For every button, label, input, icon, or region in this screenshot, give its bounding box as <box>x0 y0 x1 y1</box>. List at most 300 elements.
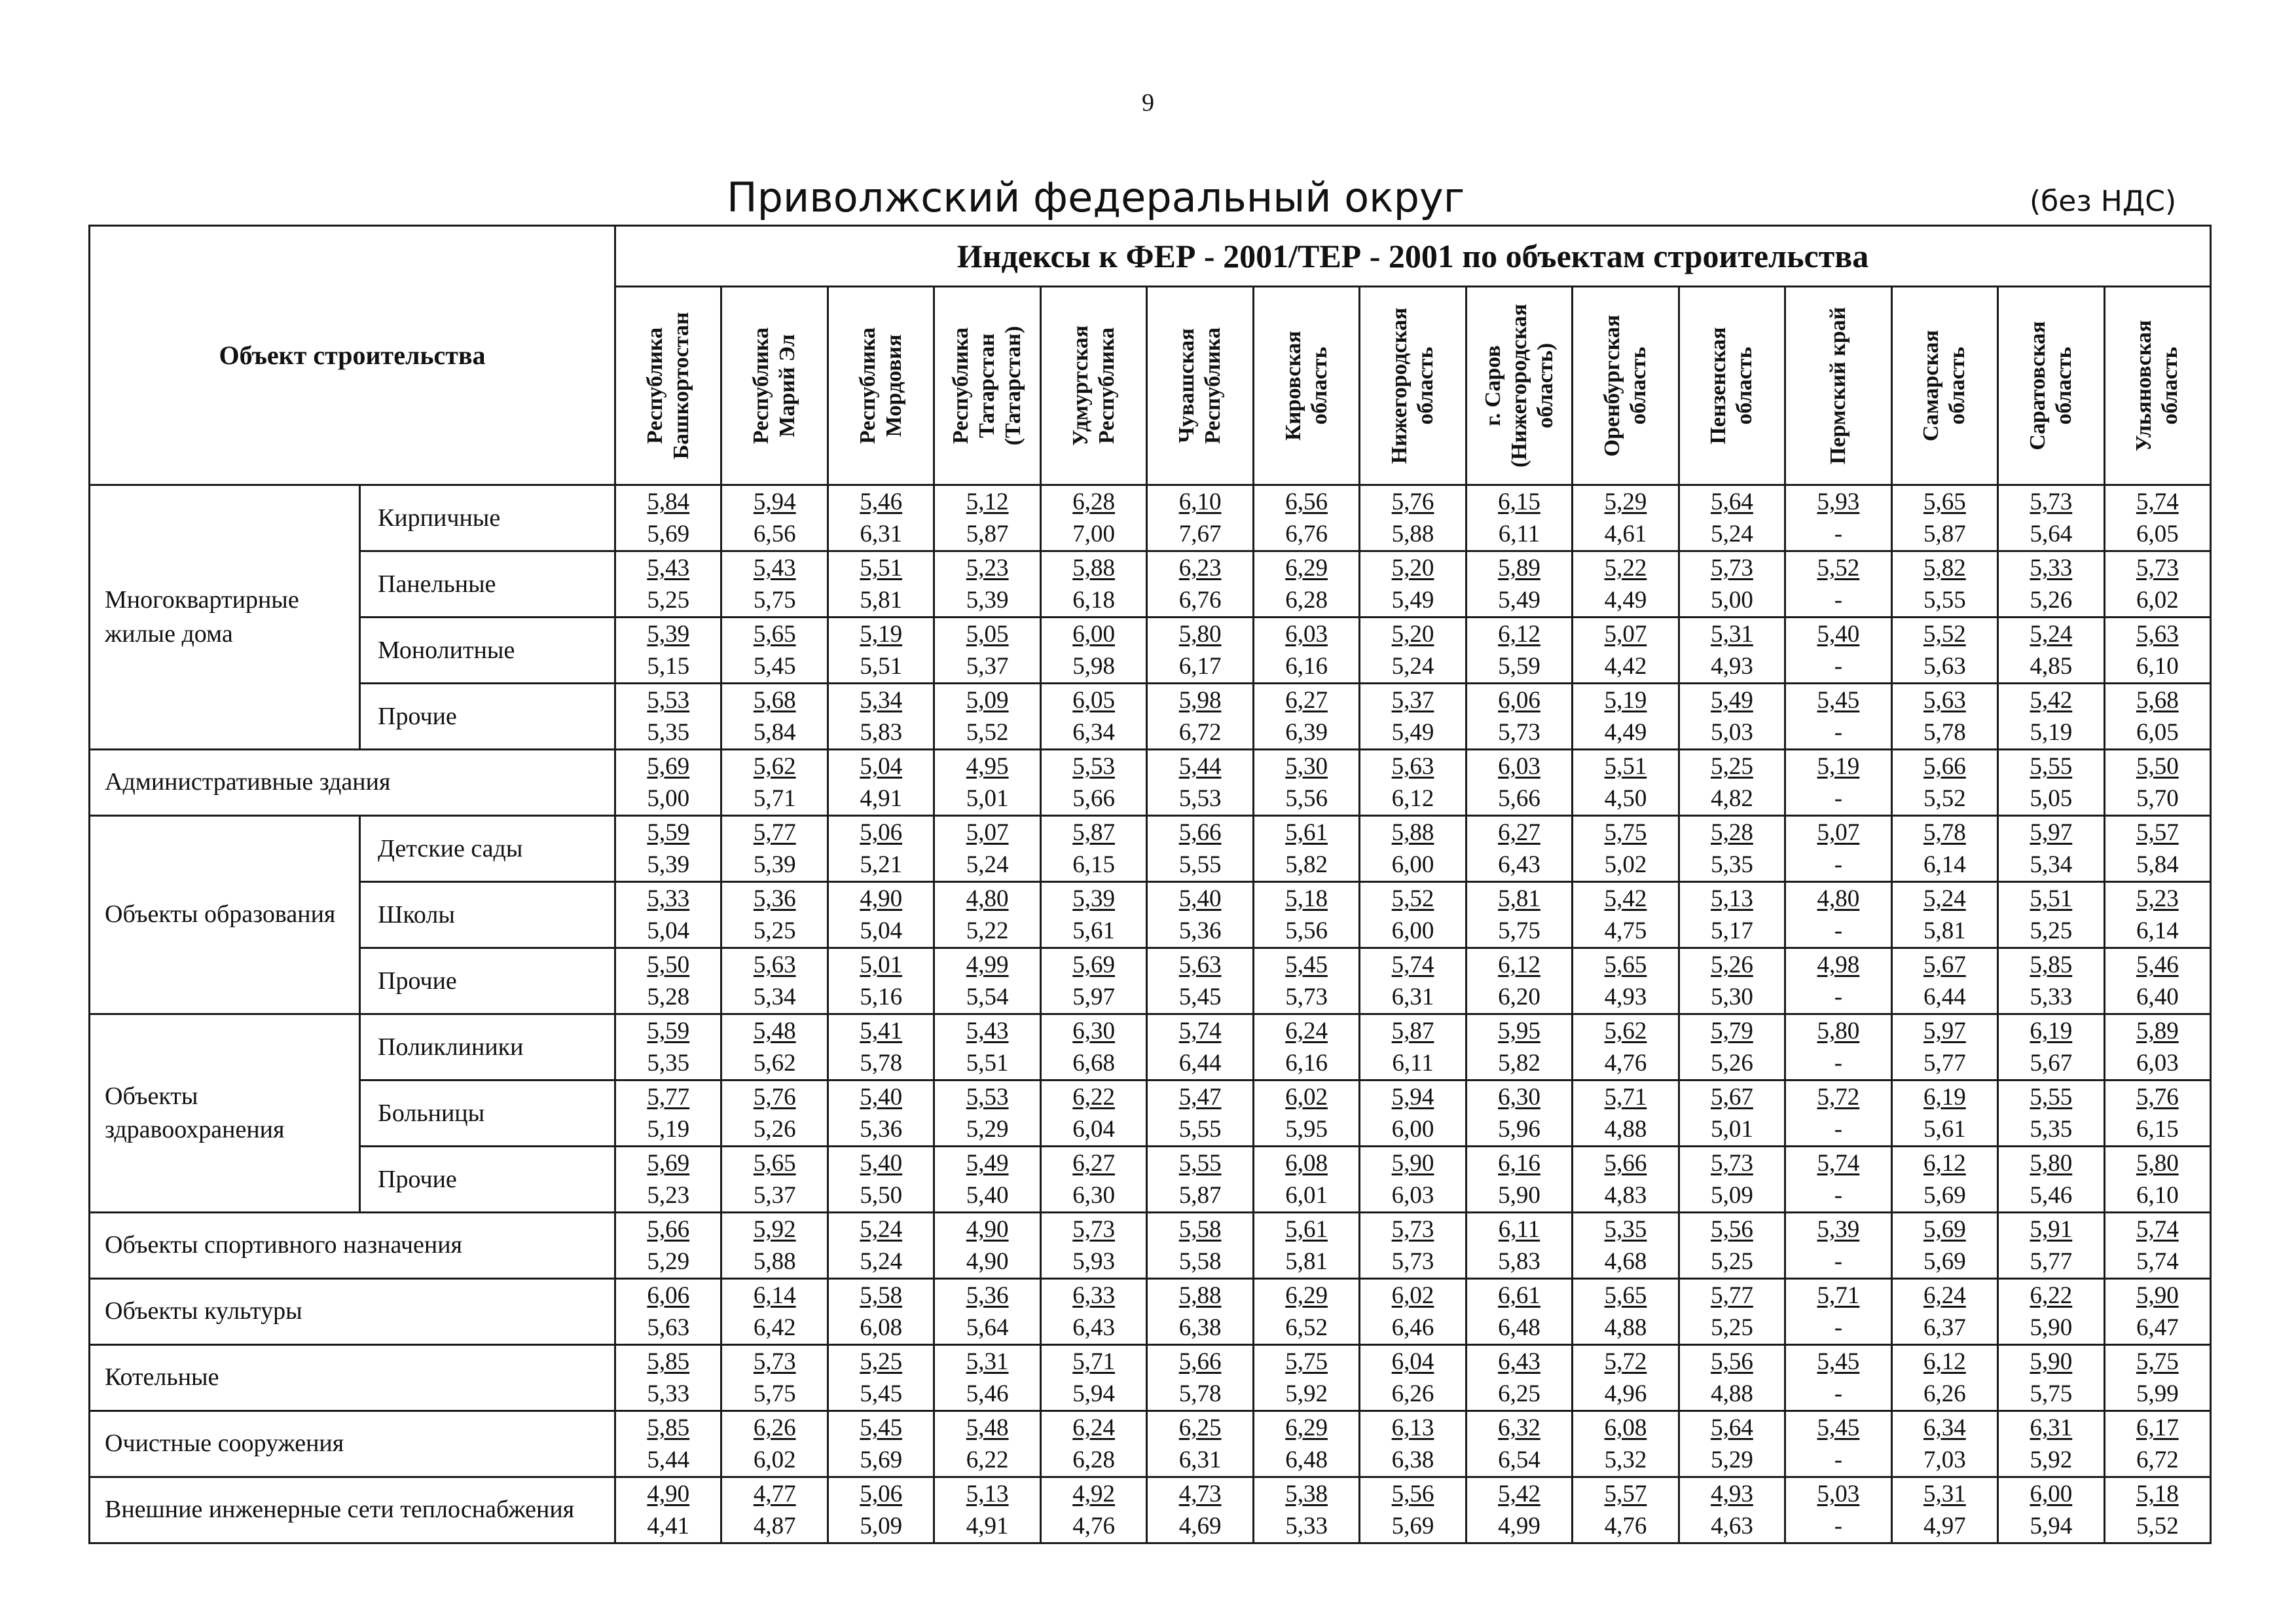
fer-index-value: 5,45 <box>1817 687 1860 714</box>
ter-index-value: 6,11 <box>1498 521 1540 547</box>
ter-index-value: 5,93 <box>1072 1248 1115 1275</box>
fer-index-value: 5,73 <box>2030 489 2073 515</box>
index-cell <box>1891 1147 1997 1213</box>
subcategory-label: Кирпичные <box>360 485 615 551</box>
ter-index-value: 6,43 <box>1498 851 1540 878</box>
fer-index-value: 5,39 <box>1817 1216 1860 1243</box>
fer-index-value: 5,06 <box>860 819 903 846</box>
fer-index-value: 5,71 <box>1817 1282 1860 1309</box>
fer-index-value: 6,30 <box>1498 1084 1540 1111</box>
ter-index-value: 6,25 <box>1498 1380 1540 1407</box>
ter-index-value: 5,73 <box>1498 719 1540 746</box>
ter-index-value: 4,41 <box>647 1513 690 1540</box>
fer-index-value: 6,61 <box>1498 1282 1540 1309</box>
fer-index-value: 6,11 <box>1498 1216 1540 1243</box>
index-cell <box>828 948 934 1014</box>
ter-index-value: 6,26 <box>1391 1380 1434 1407</box>
fer-index-value: 5,62 <box>753 753 796 780</box>
ter-index-value: 6,28 <box>1285 587 1328 614</box>
index-cell <box>1573 1279 1679 1345</box>
ter-index-value: 5,75 <box>753 587 796 614</box>
fer-index-value: 5,82 <box>1923 555 1966 581</box>
fer-index-value: 5,31 <box>1923 1481 1966 1507</box>
fer-index-value: 5,05 <box>966 621 1009 648</box>
ter-index-value: 5,92 <box>1285 1380 1328 1407</box>
fer-index-value: 5,24 <box>2030 621 2073 648</box>
region-header <box>1891 287 1997 485</box>
ter-index-value: 5,30 <box>1711 984 1753 1010</box>
index-cell <box>1679 1411 1785 1477</box>
index-cell <box>1573 618 1679 684</box>
fer-index-value: 5,51 <box>2030 885 2073 912</box>
index-cell <box>1466 1014 1572 1080</box>
ter-index-value: 5,83 <box>860 719 903 746</box>
index-cell <box>1040 618 1146 684</box>
ter-index-value: 6,15 <box>2136 1116 2179 1143</box>
fer-index-value: 5,23 <box>966 555 1009 581</box>
index-cell <box>828 485 934 551</box>
fer-index-value: 5,12 <box>966 489 1009 515</box>
ter-index-value: 6,40 <box>2136 984 2179 1010</box>
index-cell <box>1679 1014 1785 1080</box>
ter-index-value: 5,01 <box>1711 1116 1753 1143</box>
fer-index-value: 5,88 <box>1178 1282 1222 1309</box>
ter-index-value: 5,66 <box>1072 785 1115 812</box>
index-cell <box>721 1345 828 1411</box>
index-cell <box>1147 551 1253 618</box>
ter-index-value: 5,17 <box>1711 917 1753 944</box>
ter-index-value: 6,18 <box>1072 587 1115 614</box>
ter-index-value: 5,61 <box>1923 1116 1966 1143</box>
ter-index-value: 5,23 <box>647 1182 690 1209</box>
index-cell <box>1466 551 1572 618</box>
index-cell <box>721 816 828 882</box>
index-cell <box>1679 1213 1785 1279</box>
index-cell <box>615 816 721 882</box>
fer-index-value: 4,80 <box>1817 885 1860 912</box>
fer-index-value: 5,69 <box>647 753 690 780</box>
fer-index-value: 5,40 <box>1178 885 1222 912</box>
fer-index-value: 5,66 <box>1178 1348 1222 1375</box>
index-cell <box>615 1213 721 1279</box>
index-cell <box>1253 1477 1359 1543</box>
index-cell <box>1253 1345 1359 1411</box>
fer-index-value: 6,22 <box>1072 1084 1115 1111</box>
fer-index-value: 5,04 <box>860 753 903 780</box>
index-cell <box>615 618 721 684</box>
ter-index-value: 6,68 <box>1072 1050 1115 1077</box>
ter-index-value: 4,87 <box>753 1513 796 1540</box>
ter-index-value: - <box>1834 785 1843 812</box>
ter-index-value: 5,29 <box>1711 1447 1753 1473</box>
category-label: Очистные сооружения <box>90 1411 615 1477</box>
table-row <box>90 816 2211 882</box>
fer-index-value: 5,81 <box>1498 885 1540 912</box>
index-cell <box>1679 551 1785 618</box>
fer-index-value: 5,42 <box>1498 1481 1540 1507</box>
region-header <box>1573 287 1679 485</box>
ter-index-value: 4,76 <box>1072 1513 1115 1540</box>
ter-index-value: - <box>1834 719 1843 746</box>
ter-index-value: 5,49 <box>1498 587 1540 614</box>
index-cell <box>2104 1213 2210 1279</box>
ter-index-value: 4,88 <box>1604 1314 1647 1341</box>
ter-index-value: 5,24 <box>966 851 1009 878</box>
fer-index-value: 5,80 <box>2030 1150 2073 1177</box>
index-cell <box>1573 485 1679 551</box>
index-cell <box>1147 1411 1253 1477</box>
index-cell <box>1466 1080 1572 1147</box>
fer-index-value: 5,80 <box>1817 1018 1860 1044</box>
ter-index-value: 6,14 <box>2136 917 2179 944</box>
index-cell <box>1360 1147 1466 1213</box>
ter-index-value: 5,25 <box>1711 1248 1753 1275</box>
fer-index-value: 5,55 <box>2030 1084 2073 1111</box>
ter-index-value: 6,28 <box>1072 1447 1115 1473</box>
fer-index-value: 6,24 <box>1923 1282 1966 1309</box>
fer-index-value: 6,12 <box>1498 621 1540 648</box>
fer-index-value: 6,30 <box>1072 1018 1115 1044</box>
ter-index-value: 6,04 <box>1072 1116 1115 1143</box>
ter-index-value: 6,72 <box>2136 1447 2179 1473</box>
fer-index-value: 6,43 <box>1498 1348 1540 1375</box>
index-cell <box>1360 684 1466 750</box>
fer-index-value: 5,84 <box>647 489 690 515</box>
ter-index-value: 5,36 <box>860 1116 903 1143</box>
fer-index-value: 4,77 <box>753 1481 796 1507</box>
ter-index-value: 6,31 <box>1391 984 1434 1010</box>
index-cell <box>721 1411 828 1477</box>
ter-index-value: 6,26 <box>1923 1380 1966 1407</box>
fer-index-value: 5,38 <box>1285 1481 1328 1507</box>
index-cell <box>615 1279 721 1345</box>
ter-index-value: - <box>1834 521 1843 547</box>
fer-index-value: 5,50 <box>2136 753 2179 780</box>
ter-index-value: 4,91 <box>966 1513 1009 1540</box>
fer-index-value: 6,19 <box>2030 1018 2073 1044</box>
ter-index-value: 5,51 <box>860 653 903 680</box>
fer-index-value: 5,25 <box>860 1348 903 1375</box>
ter-index-value: 5,81 <box>1285 1248 1328 1275</box>
index-cell <box>2104 1279 2210 1345</box>
region-header <box>934 287 1040 485</box>
table-row <box>90 551 2211 618</box>
index-cell <box>1573 1477 1679 1543</box>
index-cell <box>721 1014 828 1080</box>
fer-index-value: 6,10 <box>1178 489 1222 515</box>
fer-index-value: 5,45 <box>860 1414 903 1441</box>
region-name: Самарская область <box>1919 330 1970 441</box>
ter-index-value: 6,56 <box>753 521 796 547</box>
ter-index-value: 5,87 <box>1178 1182 1222 1209</box>
index-cell <box>1040 1014 1146 1080</box>
subcategory-label: Поликлиники <box>360 1014 615 1080</box>
index-cell <box>1147 948 1253 1014</box>
fer-index-value: 5,48 <box>753 1018 796 1044</box>
index-cell <box>1040 816 1146 882</box>
table-row <box>90 1147 2211 1213</box>
fer-index-value: 5,20 <box>1391 621 1434 648</box>
fer-index-value: 5,88 <box>1391 819 1434 846</box>
index-cell <box>934 618 1040 684</box>
fer-index-value: 5,39 <box>1072 885 1115 912</box>
index-cell <box>615 750 721 816</box>
ter-index-value: 4,85 <box>2030 653 2073 680</box>
fer-index-value: 5,67 <box>1923 951 1966 978</box>
index-cell <box>1785 1411 1891 1477</box>
index-cell <box>828 1213 934 1279</box>
fer-index-value: 5,90 <box>1391 1150 1434 1177</box>
index-cell <box>1679 1279 1785 1345</box>
fer-index-value: 4,98 <box>1817 951 1860 978</box>
fer-index-value: 5,19 <box>860 621 903 648</box>
fer-index-value: 5,45 <box>1285 951 1328 978</box>
page-title: Приволжский федеральный округ <box>727 174 1465 221</box>
ter-index-value: 6,14 <box>1923 851 1966 878</box>
ter-index-value: 5,75 <box>1498 917 1540 944</box>
ter-index-value: 5,75 <box>753 1380 796 1407</box>
fer-index-value: 5,64 <box>1711 489 1753 515</box>
index-cell <box>1253 750 1359 816</box>
index-cell <box>615 948 721 1014</box>
ter-index-value: 6,76 <box>1178 587 1222 614</box>
ter-index-value: 5,58 <box>1178 1248 1222 1275</box>
ter-index-value: 5,37 <box>753 1182 796 1209</box>
ter-index-value: 6,03 <box>2136 1050 2179 1077</box>
fer-index-value: 5,57 <box>1604 1481 1647 1507</box>
fer-index-value: 5,53 <box>1072 753 1115 780</box>
index-cell <box>1998 882 2104 948</box>
ter-index-value: 5,33 <box>647 1380 690 1407</box>
index-cell <box>934 485 1040 551</box>
ter-index-value: 6,42 <box>753 1314 796 1341</box>
index-cell <box>1040 684 1146 750</box>
index-cell <box>2104 485 2210 551</box>
fer-index-value: 5,78 <box>1923 819 1966 846</box>
fer-index-value: 5,13 <box>966 1481 1009 1507</box>
index-cell <box>1573 948 1679 1014</box>
fer-index-value: 5,85 <box>647 1414 690 1441</box>
fer-index-value: 6,00 <box>1072 621 1115 648</box>
ter-index-value: 6,22 <box>966 1447 1009 1473</box>
fer-index-value: 5,73 <box>1711 555 1753 581</box>
index-cell <box>1147 1080 1253 1147</box>
index-cell <box>1573 750 1679 816</box>
ter-index-value: 4,61 <box>1604 521 1647 547</box>
ter-index-value: 5,45 <box>753 653 796 680</box>
fer-index-value: 5,73 <box>2136 555 2179 581</box>
category-label: Объекты здравоохранения <box>90 1014 360 1213</box>
index-cell <box>2104 684 2210 750</box>
region-name: Пензенская область <box>1706 327 1757 445</box>
ter-index-value: 5,25 <box>753 917 796 944</box>
index-cell <box>1040 1279 1146 1345</box>
index-cell <box>1040 1411 1146 1477</box>
fer-index-value: 4,90 <box>860 885 903 912</box>
fer-index-value: 5,71 <box>1072 1348 1115 1375</box>
index-cell <box>934 1411 1040 1477</box>
region-name: Ульяновская область <box>2132 320 2183 452</box>
index-cell <box>1679 1147 1785 1213</box>
index-cell <box>828 1014 934 1080</box>
index-cell <box>1147 882 1253 948</box>
fer-index-value: 5,66 <box>1178 819 1222 846</box>
index-cell <box>1679 1477 1785 1543</box>
fer-index-value: 5,55 <box>1178 1150 1222 1177</box>
index-cell <box>721 1477 828 1543</box>
index-cell <box>1147 1147 1253 1213</box>
fer-index-value: 5,67 <box>1711 1084 1753 1111</box>
index-cell <box>2104 1477 2210 1543</box>
fer-index-value: 5,77 <box>1711 1282 1753 1309</box>
index-cell <box>1573 1080 1679 1147</box>
table-row <box>90 948 2211 1014</box>
page-number: 9 <box>1142 89 1154 117</box>
fer-index-value: 5,76 <box>2136 1084 2179 1111</box>
ter-index-value: 4,82 <box>1711 785 1753 812</box>
index-cell <box>1360 485 1466 551</box>
index-cell <box>1998 684 2104 750</box>
ter-index-value: 6,05 <box>2136 719 2179 746</box>
ter-index-value: 5,35 <box>2030 1116 2073 1143</box>
ter-index-value: 6,08 <box>860 1314 903 1341</box>
index-cell <box>1891 882 1997 948</box>
ter-index-value: 5,52 <box>2136 1513 2179 1540</box>
index-cell <box>1785 1014 1891 1080</box>
index-cell <box>1891 1080 1997 1147</box>
ter-index-value: 5,29 <box>966 1116 1009 1143</box>
fer-index-value: 5,24 <box>860 1216 903 1243</box>
index-cell <box>934 1213 1040 1279</box>
index-cell <box>1253 551 1359 618</box>
index-cell <box>1253 1147 1359 1213</box>
fer-index-value: 5,01 <box>860 951 903 978</box>
ter-index-value: 4,90 <box>966 1248 1009 1275</box>
index-cell <box>1466 1411 1572 1477</box>
ter-index-value: 5,78 <box>1178 1380 1222 1407</box>
fer-index-value: 5,07 <box>966 819 1009 846</box>
subcategory-label: Панельные <box>360 551 615 618</box>
index-cell <box>1040 1080 1146 1147</box>
fer-index-value: 6,08 <box>1604 1414 1647 1441</box>
fer-index-value: 5,46 <box>860 489 903 515</box>
ter-index-value: 5,82 <box>1498 1050 1540 1077</box>
index-cell <box>1891 1213 1997 1279</box>
index-cell <box>1679 485 1785 551</box>
index-cell <box>1573 1147 1679 1213</box>
ter-index-value: 5,74 <box>2136 1248 2179 1275</box>
region-header <box>1253 287 1359 485</box>
ter-index-value: 5,36 <box>1178 917 1222 944</box>
ter-index-value: 4,99 <box>1498 1513 1540 1540</box>
ter-index-value: 5,34 <box>753 984 796 1010</box>
object-header: Объект строительства <box>90 226 615 485</box>
ter-index-value: 5,83 <box>1498 1248 1540 1275</box>
fer-index-value: 5,43 <box>966 1018 1009 1044</box>
fer-index-value: 5,80 <box>2136 1150 2179 1177</box>
fer-index-value: 4,95 <box>966 753 1009 780</box>
ter-index-value: 6,31 <box>1178 1447 1222 1473</box>
ter-index-value: 5,35 <box>647 1050 690 1077</box>
fer-index-value: 5,52 <box>1923 621 1966 648</box>
ter-index-value: 5,55 <box>1178 851 1222 878</box>
ter-index-value: 5,77 <box>1923 1050 1966 1077</box>
index-cell <box>615 1345 721 1411</box>
index-cell <box>1785 618 1891 684</box>
fer-index-value: 6,22 <box>2030 1282 2073 1309</box>
indices-table <box>88 225 2212 1544</box>
category-label: Объекты спортивного назначения <box>90 1213 615 1279</box>
index-cell <box>934 551 1040 618</box>
index-cell <box>1040 1147 1146 1213</box>
fer-index-value: 6,06 <box>647 1282 690 1309</box>
fer-index-value: 5,69 <box>1072 951 1115 978</box>
ter-index-value: 4,50 <box>1604 785 1647 812</box>
fer-index-value: 5,39 <box>647 621 690 648</box>
index-cell <box>1466 1279 1572 1345</box>
ter-index-value: 5,90 <box>1498 1182 1540 1209</box>
fer-index-value: 5,09 <box>966 687 1009 714</box>
fer-index-value: 5,36 <box>966 1282 1009 1309</box>
index-cell <box>1466 1477 1572 1543</box>
ter-index-value: 5,52 <box>966 719 1009 746</box>
index-cell <box>721 1080 828 1147</box>
index-cell <box>1360 1213 1466 1279</box>
ter-index-value: 5,52 <box>1923 785 1966 812</box>
fer-index-value: 5,51 <box>860 555 903 581</box>
fer-index-value: 5,30 <box>1285 753 1328 780</box>
fer-index-value: 6,29 <box>1285 1282 1328 1309</box>
ter-index-value: 5,78 <box>860 1050 903 1077</box>
index-cell <box>721 551 828 618</box>
index-cell <box>721 948 828 1014</box>
ter-index-value: 5,81 <box>1923 917 1966 944</box>
fer-index-value: 5,56 <box>1711 1348 1753 1375</box>
fer-index-value: 5,88 <box>1072 555 1115 581</box>
index-cell <box>1466 948 1572 1014</box>
fer-index-value: 5,63 <box>753 951 796 978</box>
index-cell <box>1785 1279 1891 1345</box>
fer-index-value: 6,32 <box>1498 1414 1540 1441</box>
fer-index-value: 5,79 <box>1711 1018 1753 1044</box>
fer-index-value: 6,33 <box>1072 1282 1115 1309</box>
ter-index-value: 4,69 <box>1178 1513 1222 1540</box>
fer-index-value: 6,29 <box>1285 555 1328 581</box>
index-cell <box>1891 618 1997 684</box>
ter-index-value: 5,81 <box>860 587 903 614</box>
index-cell <box>934 750 1040 816</box>
fer-index-value: 5,74 <box>1178 1018 1222 1044</box>
region-name: Саратовская область <box>2025 321 2076 451</box>
fer-index-value: 5,65 <box>753 1150 796 1177</box>
ter-index-value: 5,59 <box>1498 653 1540 680</box>
ter-index-value: 5,63 <box>1923 653 1966 680</box>
index-cell <box>828 551 934 618</box>
ter-index-value: 5,62 <box>753 1050 796 1077</box>
index-cell <box>1785 1213 1891 1279</box>
fer-index-value: 5,55 <box>2030 753 2073 780</box>
ter-index-value: 6,01 <box>1285 1182 1328 1209</box>
table-row <box>90 1279 2211 1345</box>
fer-index-value: 6,03 <box>1498 753 1540 780</box>
ter-index-value: 5,71 <box>753 785 796 812</box>
fer-index-value: 4,80 <box>966 885 1009 912</box>
index-cell <box>1147 485 1253 551</box>
fer-index-value: 5,69 <box>1923 1216 1966 1243</box>
ter-index-value: 5,49 <box>1391 587 1434 614</box>
fer-index-value: 5,53 <box>966 1084 1009 1111</box>
ter-index-value: 5,95 <box>1285 1116 1328 1143</box>
